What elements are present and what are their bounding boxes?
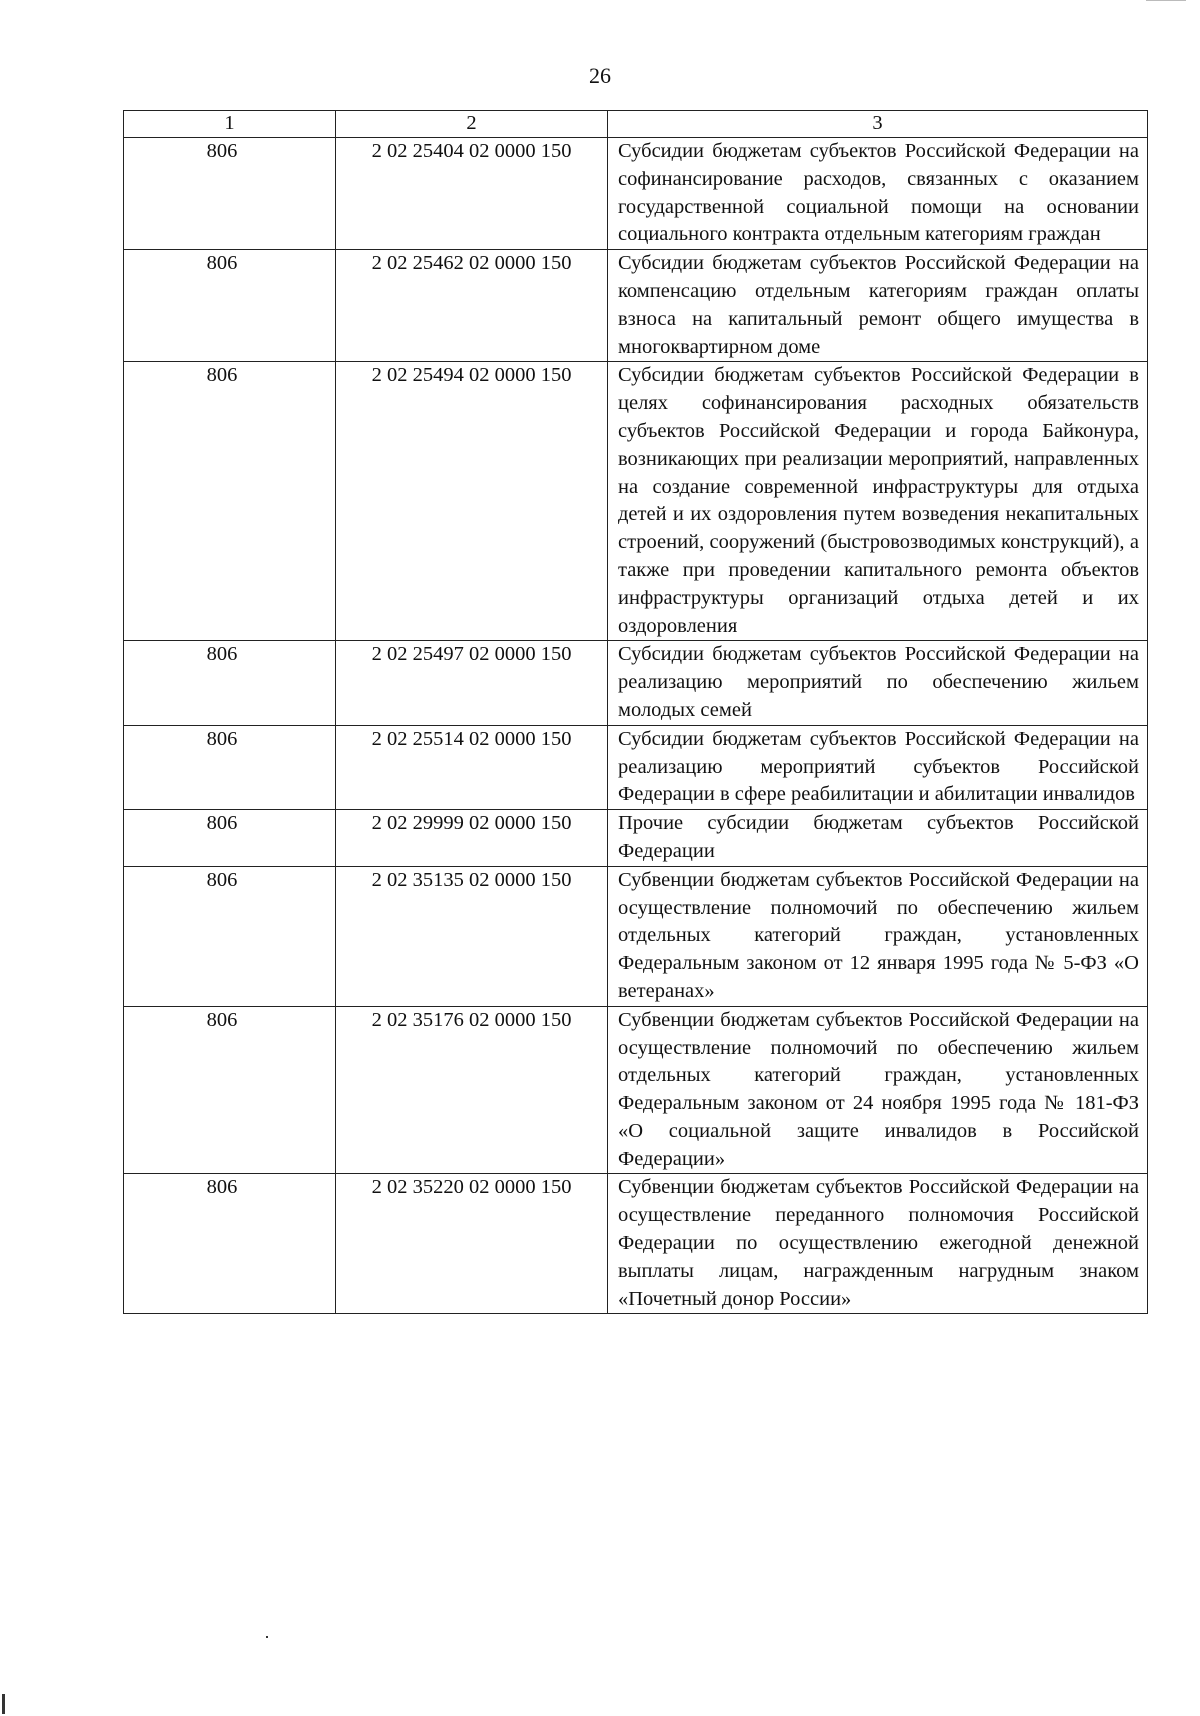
description-cell: Субвенции бюджетам субъектов Российской Федерации на осуществление полномочий по обеспечению жильем отдельных категорий граждан, установленных Федеральным законом от 12 января 1995 года № 5-ФЗ «О ветеранах» [608,866,1148,1006]
table-row [124,138,1148,250]
budget-code-cell: 2 02 35176 02 0000 150 [336,1006,608,1174]
table-row [124,641,1148,725]
description-cell: Субвенции бюджетам субъектов Российской Федерации на осуществление переданного полномочия Российской Федерации по осуществлению ежегодной денежной выплаты лицам, награжденным нагрудным знаком «Почетный донор России» [608,1174,1148,1314]
column-header: 2 [336,111,608,138]
budget-code-cell: 2 02 25404 02 0000 150 [336,138,608,250]
budget-code-cell: 2 02 35220 02 0000 150 [336,1174,608,1314]
admin-code-cell: 806 [124,641,336,725]
table-header-row [124,111,1148,138]
table-row [124,250,1148,362]
budget-code-cell: 2 02 25497 02 0000 150 [336,641,608,725]
table-row [124,810,1148,867]
table-row [124,725,1148,809]
description-cell: Субсидии бюджетам субъектов Российской Федерации на софинансирование расходов, связанных с оказанием государственной социальной помощи на основании социального контракта отдельным категориям граждан [608,138,1148,250]
scan-speck [266,1636,268,1638]
admin-code-cell: 806 [124,866,336,1006]
description-cell: Субвенции бюджетам субъектов Российской Федерации на осуществление полномочий по обеспечению жильем отдельных категорий граждан, установленных Федеральным законом от 24 ноября 1995 года № 181-ФЗ «О социальной защите инвалидов в Российской Федерации» [608,1006,1148,1174]
admin-code-cell: 806 [124,362,336,641]
budget-code-cell: 2 02 25494 02 0000 150 [336,362,608,641]
admin-code-cell: 806 [124,250,336,362]
budget-codes-table [123,110,1148,1314]
table-row [124,1006,1148,1174]
admin-code-cell: 806 [124,725,336,809]
budget-code-cell: 2 02 35135 02 0000 150 [336,866,608,1006]
description-cell: Прочие субсидии бюджетам субъектов Российской Федерации [608,810,1148,867]
page-number: 26 [589,63,611,88]
description-cell: Субсидии бюджетам субъектов Российской Федерации на реализацию мероприятий по обеспечению жильем молодых семей [608,641,1148,725]
admin-code-cell: 806 [124,138,336,250]
scan-edge-mark [2,1694,5,1714]
column-header: 1 [124,111,336,138]
table-row [124,866,1148,1006]
admin-code-cell: 806 [124,1174,336,1314]
table-row [124,362,1148,641]
budget-code-cell: 2 02 29999 02 0000 150 [336,810,608,867]
column-header: 3 [608,111,1148,138]
table-row [124,1174,1148,1314]
admin-code-cell: 806 [124,1006,336,1174]
budget-code-cell: 2 02 25514 02 0000 150 [336,725,608,809]
description-cell: Субсидии бюджетам субъектов Российской Федерации на компенсацию отдельным категориям граждан оплаты взноса на капитальный ремонт общего имущества в многоквартирном доме [608,250,1148,362]
description-cell: Субсидии бюджетам субъектов Российской Федерации в целях софинансирования расходных обязательств субъектов Российской Федерации и города Байконура, возникающих при реализации мероприятий, направленных на создание современной инфраструктуры для отдыха детей и их оздоровления путем возведения некапитальных строений, сооружений (быстровозводимых конструкций), а также при проведении капитального ремонта объектов инфраструктуры организаций отдыха детей и их оздоровления [608,362,1148,641]
description-cell: Субсидии бюджетам субъектов Российской Федерации на реализацию мероприятий субъектов Российской Федерации в сфере реабилитации и абилитации инвалидов [608,725,1148,809]
budget-code-cell: 2 02 25462 02 0000 150 [336,250,608,362]
scan-corner-mark [1146,0,1186,9]
admin-code-cell: 806 [124,810,336,867]
